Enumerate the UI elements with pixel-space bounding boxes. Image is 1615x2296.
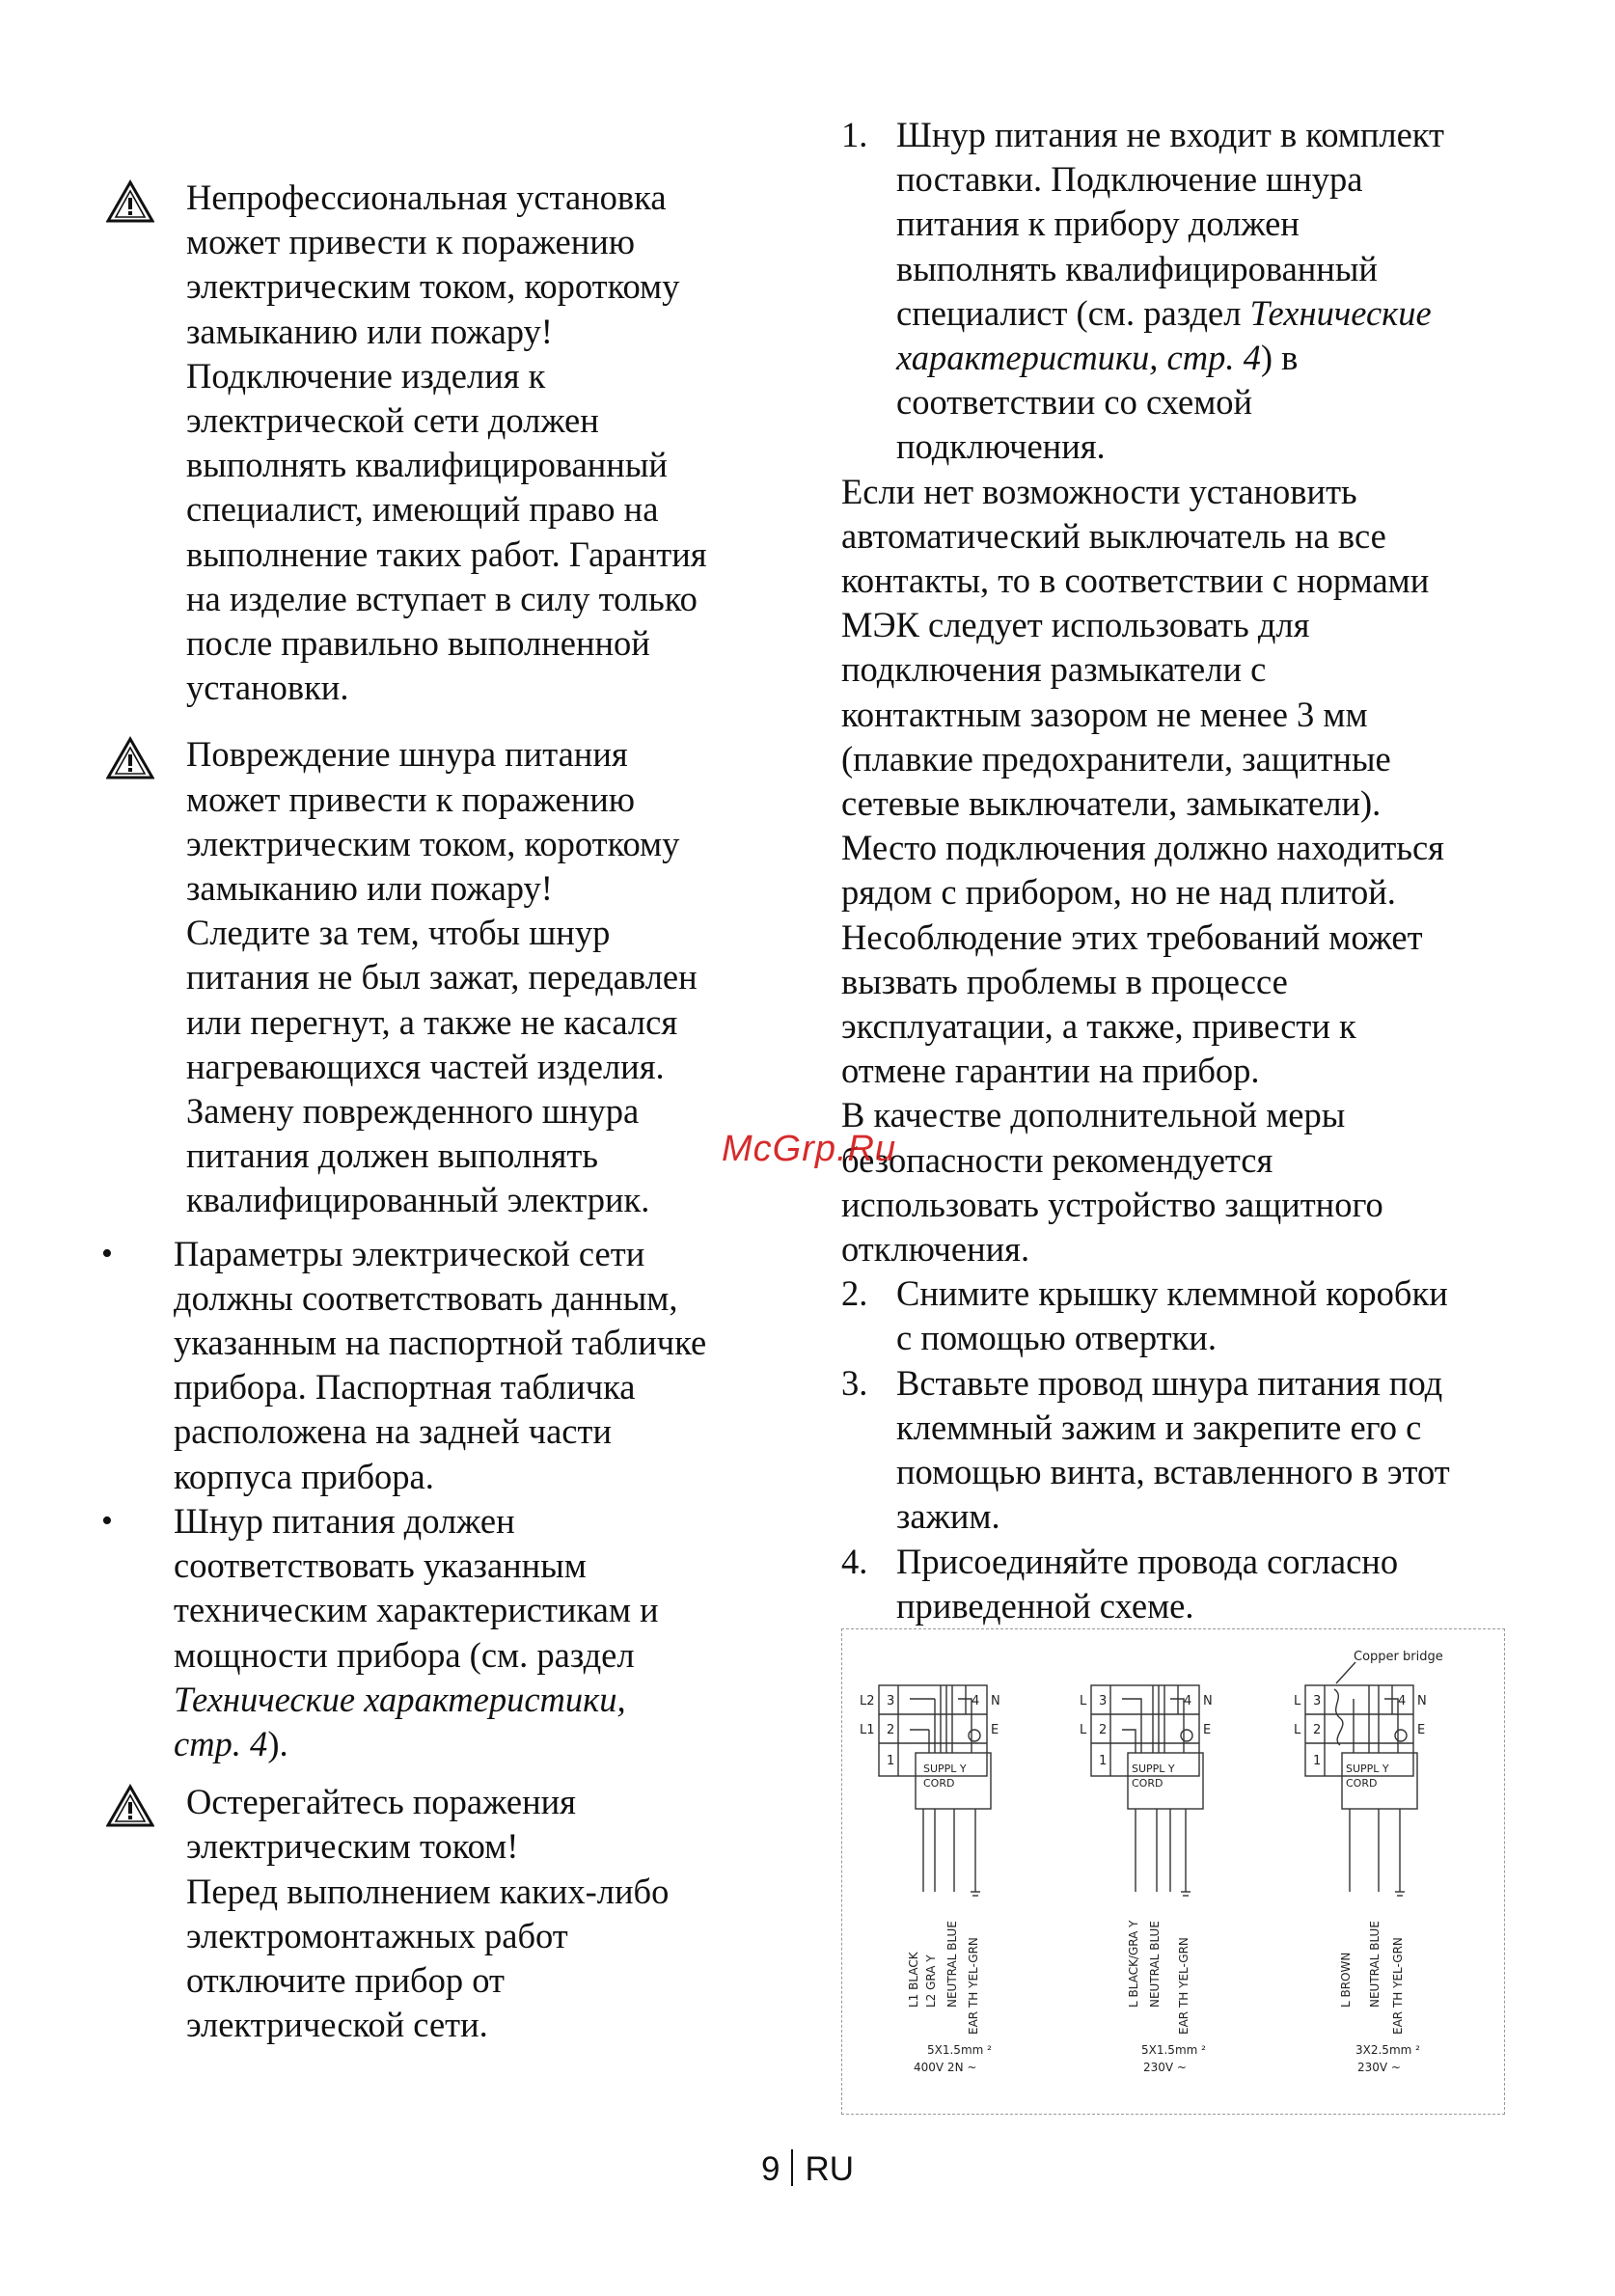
warning-triangle-icon xyxy=(106,179,154,224)
svg-text:4: 4 xyxy=(1184,1694,1192,1708)
svg-text:L2: L2 xyxy=(860,1694,875,1708)
svg-text:L BLACK/GRA Y: L BLACK/GRA Y xyxy=(1127,1920,1140,2008)
step-number: 4. xyxy=(841,1541,868,1581)
step-4: 4. Присоединяйте провода согласно приведенной схеме. xyxy=(841,1541,1399,1626)
svg-text:SUPPL Y: SUPPL Y xyxy=(1132,1763,1175,1775)
svg-text:CORD: CORD xyxy=(923,1777,955,1790)
svg-text:EAR TH YEL-GRN: EAR TH YEL-GRN xyxy=(1177,1937,1191,2035)
step-number: 1. xyxy=(841,115,868,154)
svg-text:5X1.5mm ²: 5X1.5mm ² xyxy=(927,2043,992,2057)
bullet-icon: • xyxy=(101,1502,113,1539)
svg-text:E: E xyxy=(991,1723,999,1737)
svg-text:230V ~: 230V ~ xyxy=(1357,2061,1401,2074)
svg-text:L BROWN: L BROWN xyxy=(1339,1952,1353,2008)
bullet-item-power-cord: • Шнур питания должен соответствовать указанным техническим характеристикам и мощности прибора (см. раздел Технические характеристики, стр. 4). xyxy=(101,1500,659,1763)
watermark: McGrp.Ru xyxy=(722,1129,897,1169)
svg-text:EAR TH YEL-GRN: EAR TH YEL-GRN xyxy=(967,1937,980,2035)
svg-text:1: 1 xyxy=(1313,1754,1322,1768)
diagram-400v xyxy=(879,1685,991,1896)
bullet-item-network-params: • Параметры электрической сети должны соответствовать данным, указанным на паспортной табличке прибора. Паспортная табличка расположена на задней части корпуса прибора. xyxy=(101,1233,707,1496)
svg-text:L2 GRA Y: L2 GRA Y xyxy=(924,1954,938,2008)
warning-text: Остерегайтесь поражения электрическим током! Перед выполнением каких-либо электромонтажных работ отключите прибор от электрической сети. xyxy=(186,1782,670,2045)
svg-text:SUPPL Y: SUPPL Y xyxy=(923,1763,967,1775)
svg-text:L1: L1 xyxy=(860,1723,875,1737)
svg-text:400V 2N ~: 400V 2N ~ xyxy=(914,2061,977,2074)
svg-text:L: L xyxy=(1080,1723,1087,1737)
svg-text:NEUTRAL BLUE: NEUTRAL BLUE xyxy=(1148,1921,1162,2008)
svg-text:1: 1 xyxy=(1099,1754,1108,1768)
svg-text:N: N xyxy=(1203,1694,1213,1708)
svg-text:2: 2 xyxy=(1313,1723,1322,1737)
svg-text:CORD: CORD xyxy=(1346,1777,1378,1790)
warning-block-cord-damage xyxy=(106,732,781,1222)
svg-text:E: E xyxy=(1203,1723,1212,1737)
svg-text:230V ~: 230V ~ xyxy=(1143,2061,1187,2074)
svg-text:N: N xyxy=(1417,1694,1427,1708)
step-1: 1. Шнур питания не входит в комплект поставки. Подключение шнура питания к прибору должен выполнять квалифицированный специалист (см. раздел Технические характеристики, стр. 4) в соответствии со схемой подключения. xyxy=(841,115,1444,467)
svg-text:3: 3 xyxy=(1099,1694,1108,1708)
left-column xyxy=(101,176,781,2069)
wiring-diagram xyxy=(841,1628,1505,2115)
svg-text:CORD: CORD xyxy=(1132,1777,1163,1790)
svg-text:3: 3 xyxy=(1313,1694,1322,1708)
svg-text:L1 BLACK: L1 BLACK xyxy=(907,1952,920,2008)
warning-triangle-icon xyxy=(106,736,154,780)
step-2: 2. Снимите крышку клеммной коробки с помощью отвертки. xyxy=(841,1273,1448,1358)
svg-text:3: 3 xyxy=(887,1694,895,1708)
bullet-icon: • xyxy=(101,1235,113,1271)
svg-text:1: 1 xyxy=(887,1754,895,1768)
footer-separator xyxy=(791,2149,793,2186)
svg-text:4: 4 xyxy=(1398,1694,1407,1708)
diagram-230v-5x xyxy=(1091,1685,1203,1896)
safety-paragraph: Если нет возможности установить автоматический выключатель на все контакты, то в соответствии с нормами МЭК следует использовать для подключения размыкатели с контактным зазором не менее 3 мм (плавкие предохранители, защитные сетевые выключатели, замыкатели). Место подключения должно находиться рядом с прибором, но не над плитой. Несоблюдение этих требований может вызвать проблемы в процессе эксплуатации, а также, привести к отмене гарантии на прибор. В качестве дополнительной меры безопасности рекомендуется использовать устройство защитного отключения. xyxy=(841,471,1444,1270)
warning-block-shock xyxy=(106,1780,781,2047)
page-number: 9 xyxy=(760,2150,780,2188)
svg-text:3X2.5mm ²: 3X2.5mm ² xyxy=(1355,2043,1420,2057)
page-footer xyxy=(0,2149,1615,2189)
svg-text:L: L xyxy=(1294,1694,1301,1708)
warning-text: Непрофессиональная установка может привести к поражению электрическим током, короткому замыканию или пожару! Подключение изделия к электрической сети должен выполнять квалифицированный специалист, имеющий право на выполнение таких работ. Гарантия на изделие вступает в силу только после правильно выполненной установки. xyxy=(186,178,707,708)
wiring-diagram-svg xyxy=(842,1629,1503,2113)
svg-text:2: 2 xyxy=(1099,1723,1108,1737)
svg-text:L: L xyxy=(1080,1694,1087,1708)
svg-text:5X1.5mm ²: 5X1.5mm ² xyxy=(1141,2043,1206,2057)
step-number: 2. xyxy=(841,1273,868,1314)
svg-text:SUPPL Y: SUPPL Y xyxy=(1346,1763,1389,1775)
step-number: 3. xyxy=(841,1362,868,1403)
svg-text:E: E xyxy=(1417,1723,1426,1737)
svg-text:EAR TH YEL-GRN: EAR TH YEL-GRN xyxy=(1391,1937,1405,2035)
warning-text: Повреждение шнура питания может привести к поражению электрическим током, короткому замыканию или пожару! Следите за тем, чтобы шнур питания не был зажат, передавлен или перегнут, а также не касался нагревающихся частей изделия. Замену поврежденного шнура питания должен выполнять квалифицированный электрик. xyxy=(186,734,698,1220)
language-code: RU xyxy=(805,2150,855,2188)
warning-triangle-icon xyxy=(106,1784,154,1828)
right-column xyxy=(841,113,1536,1628)
svg-text:L: L xyxy=(1294,1723,1301,1737)
copper-bridge-label: Copper bridge xyxy=(1354,1650,1443,1664)
svg-text:NEUTRAL BLUE: NEUTRAL BLUE xyxy=(1368,1921,1382,2008)
svg-text:4: 4 xyxy=(972,1694,980,1708)
svg-text:N: N xyxy=(991,1694,1000,1708)
svg-text:2: 2 xyxy=(887,1723,895,1737)
step-3: 3. Вставьте провод шнура питания под клеммный зажим и закрепите его с помощью винта, вставленного в этот зажим. xyxy=(841,1362,1450,1537)
warning-block-installation xyxy=(106,176,781,710)
svg-text:NEUTRAL BLUE: NEUTRAL BLUE xyxy=(945,1921,959,2008)
